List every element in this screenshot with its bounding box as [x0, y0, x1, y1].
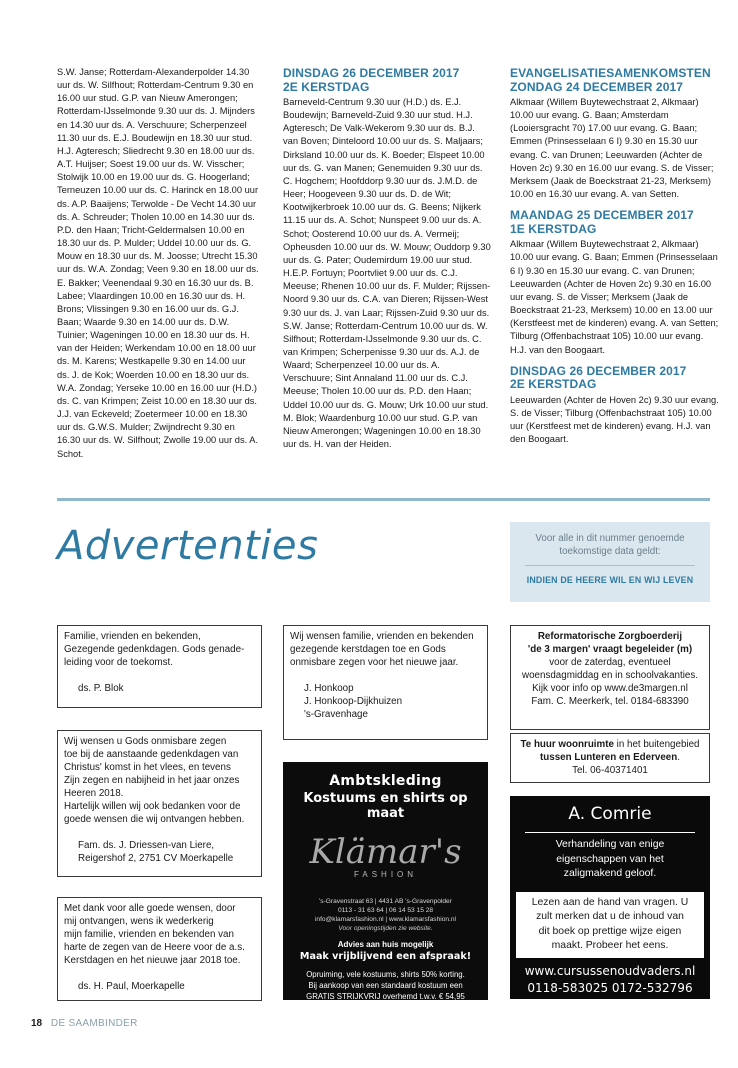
afspraak-line: Maak vrijblijvend een afspraak!: [299, 951, 472, 962]
body-line: maakt. Probeer het eens.: [551, 940, 669, 951]
page-number: 18: [31, 1018, 43, 1029]
ad-phone: Tel. 06-40371401: [572, 765, 648, 776]
section-heading: [510, 365, 720, 392]
ad-signature: Fam. ds. J. Driessen-van Liere,: [78, 840, 215, 851]
notice-box: [510, 522, 710, 602]
services-text: S.W. Janse; Rotterdam-Alexanderpolder 14.30 uur ds. W. Silfhout; Rotterdam-Centrum 9.30 en 16.00 uur stud. G.P. van Nieuw Amerongen; Rotterdam-IJsselmonde 9.30 uur ds. J. Mijnders en 14.30 uur ds. A. Verschuure; Scherpenzeel 11.30 uur ds. E.J. Boudewijn en 18.30 uur stud. H.J. Agteresch; Sliedrecht 9.30 en 18.00 uur ds. A.T. Huijser; Soest 19.00 uur ds. W. Visscher; Stolwijk 10.00 en 19.00 uur ds. G. Hoogerland; Terneuzen 10.00 uur ds. C. Harinck en 18.00 uur ds. A.P. Baaijens; Terwolde - De Vecht 14.30 uur ds. A. Schreuder; Tholen 10.00 en 14.30 uur ds. P.D. den Haan; Tricht-Geldermalsen 10.00 en 18.30 uur ds. P. Mulder; Uddel 10.00 uur ds. G. Mouw en 18.30 uur ds. M. Joosse; Utrecht 15.30 uur ds. W.A. Zondag; Veen 9.30 en 18.00 uur ds. E. Bakker; Veenendaal 9.30 en 16.30 uur ds. B. Labee; Vlaardingen 10.00 en 16.30 uur ds. H. Brons; Vlissingen 9.30 en 16.00 uur ds. G.J. Baan; Waarde 9.30 en 14.00 uur ds. D.W. Tuinier; Wageningen 10.00 en 18.30 uur ds. H. van der Heiden; Werkendam 10.00 en 18.00 uur ds. M. Karens; Westkapelle 9.30 en 14.00 uur ds. J. de Kok; Woerden 10.00 en 18.30 uur ds. W.A. Zondag; Yerseke 10.00 en 16.00 uur (H.D.) ds. C. van Krimpen; Zeist 10.00 en 18.30 uur ds. J.J. van Eckeveld; Zoetermeer 10.00 en 18.30 uur ds. G.W.S. Mulder; Zwijndrecht 9.30 en 16.30 uur ds. W. Silfhout; Zwolle 19.00 uur ds. A. Schot.: [57, 67, 259, 459]
offer-line: GRATIS STRIJKVRIJ overhemd t.w.v. € 54,95: [306, 992, 465, 1000]
advies-line: Advies aan huis mogelijk: [337, 940, 434, 949]
advertenties-heading: Advertenties: [57, 523, 319, 569]
ad-address: [283, 897, 488, 933]
ad-signature: J. Honkoop-Dijkhuizen: [304, 696, 403, 707]
section-heading: [510, 67, 720, 94]
ad-blok: [57, 625, 262, 708]
ad-line: Zijn zegen en nabijheid in het jaar onzes: [64, 775, 240, 786]
ad-title: Reformatorische Zorgboerderij: [537, 631, 683, 642]
klamars-fashion-ad: [283, 762, 488, 1000]
heading-date: DINSDAG 26 DECEMBER 2017: [283, 66, 460, 80]
offer-line: Opruiming, vele kostuums, shirts 50% korting.: [306, 970, 465, 979]
notice-text: Voor alle in dit nummer genoemde toekomstige data geldt:: [535, 533, 685, 557]
ad-divider: [525, 832, 695, 833]
klamars-logo: Klämar's: [309, 832, 462, 872]
ad-url: www.cursussenoudvaders.nl: [524, 964, 696, 979]
ad-line: Christus' komst in het vlees, en tevens: [64, 762, 231, 773]
ad-line: Gezegende gedenkdagen. Gods genade-: [64, 644, 245, 655]
address-line: 's-Gravenstraat 63 | 4431 AB 's-Gravenpolder: [319, 898, 452, 905]
section-heading: [283, 67, 491, 94]
heading-date: MAANDAG 25 DECEMBER 2017: [510, 208, 694, 223]
web-line: info@klamarsfashion.nl | www.klamarsfashion.nl: [314, 916, 457, 923]
page-footer: [31, 1018, 138, 1029]
church-services-column-1: [57, 66, 259, 461]
body-line: dit boek op prettige wijze eigen: [538, 925, 682, 937]
services-text: Alkmaar (Willem Buytewechstraat 2, Alkmaar) 10.00 uur evang. G. Baan; Emmen (Prinsesselaan 6 I) 9.30 en 15.30 uur evang. C. van Drunen; Leeuwarden (Achter de Hoven 2c) 9.30 en 16.00 uur evang. S. de Visser; Merksem (Jaak de Boeckstraat 21-23, Merksem) 10.00 en 13.00 uur (Kerstfeest met de kinderen) evang. A. van Setten; Tilburg (Offenbachstraat 105) 10.00 uur evang. H.J. van den Boogaart.: [510, 239, 719, 355]
services-text: Alkmaar (Willem Buytewechstraat 2, Alkmaar) 10.00 uur evang. G. Baan; Amsterdam (Looiersgracht 70) 17.00 uur evang. G. Baan; Emmen (Prinsesselaan 6 I) 9.30 en 15.30 uur evang. C. van Drunen; Leeuwarden (Achter de Hoven 2c) 9.30 en 16.00 uur evang. S. de Visser; Merksem (Jaak de Boeckstraat 21-23, Merksem) 10.00 en 16.30 uur evang. A. van Setten.: [510, 97, 714, 200]
phone-line: 0113 - 31 63 64 | 06 14 53 15 28: [337, 907, 434, 914]
ad-line: woensdagmiddag en in schoolvakanties.: [522, 670, 698, 681]
desc-line: zaligmakend geloof.: [563, 868, 657, 880]
ad-line: tussen Lunteren en Ederveen.: [540, 752, 680, 763]
ad-signature: ds. P. Blok: [78, 683, 124, 694]
ad-line: Wij wensen familie, vrienden en bekenden: [290, 631, 474, 642]
ad-honkoop: [283, 625, 488, 740]
ad-line: Hartelijk willen wij ook bedanken voor de: [64, 801, 241, 812]
ad-signature: ds. H. Paul, Moerkapelle: [78, 981, 185, 992]
notice-divider: [525, 565, 695, 566]
offer-line: Bij aankoop van een standaard kostuum een: [308, 981, 463, 990]
ad-body-box: [516, 892, 704, 959]
ad-signature: J. Honkoop: [304, 683, 354, 694]
ad-line: Wij wensen u Gods onmisbare zegen: [64, 736, 227, 747]
ad-woonruimte: [510, 733, 710, 783]
ad-line: mijn familie, vrienden en bekenden van: [64, 929, 234, 940]
heading-date: DINSDAG 26 DECEMBER 2017: [510, 363, 687, 378]
book-description: [510, 838, 710, 882]
ad-line: gezegende kerstdagen toe en Gods: [290, 644, 446, 655]
services-text: Leeuwarden (Achter de Hoven 2c) 9.30 uur evang. S. de Visser; Tilburg (Offenbachstraat 105) 10.00 uur (Kerstfeest met de kinderen) evang. H.J. van den Boogaart.: [510, 394, 719, 445]
ad-line: toe bij de aanstaande gedenkdagen van: [64, 749, 239, 760]
comrie-ad: [510, 796, 710, 999]
ad-address: Reigershof 2, 2751 CV Moerkapelle: [78, 853, 234, 864]
logo-subtitle: FASHION: [353, 870, 418, 879]
services-text: Barneveld-Centrum 9.30 uur (H.D.) ds. E.J. Boudewijn; Barneveld-Zuid 9.30 uur stud. H.J. Agteresch; De Valk-Wekerom 9.30 uur ds. B.J. van Boven; Dinteloord 10.00 uur ds. S. Maljaars; Dirksland 10.00 uur ds. K. Boeder; Elspeet 10.00 uur ds. G. van Manen; Genemuiden 9.30 uur ds. C. Hogchem; Hoofddorp 9.30 uur ds. J.M.D. de Heer; Hoogeveen 9.30 uur ds. D. de Wit; Kootwijkerbroek 10.00 uur ds. G. Beens; Nijkerk 11.15 uur ds. A. Schot; Nunspeet 9.00 uur ds. A. Schot; Oosterend 10.00 uur ds. A. Vermeij; Opheusden 10.00 uur ds. W. Mouw; Ouddorp 9.30 uur ds. G. Pater; Oudemirdum 19.00 uur stud. H.E.P. Fortuyn; Poortvliet 9.00 uur ds. C.J. Meeuse; Rhenen 10.00 uur ds. F. Mulder; Rijssen-Noord 9.30 uur ds. C.A. van Dieren; Rijssen-West 9.30 uur ds. J. van Laar; Rijssen-Zuid 9.30 uur ds. S.W. Janse; Rotterdam-Centrum 10.00 uur ds. W. Silfhout; Rotterdam-IJsselmonde 9.30 uur ds. C. van Krimpen; Scherpenisse 9.30 uur ds. A.J. de Waard; Scherpenzeel 10.00 uur ds. A. Verschuure; Sint Annaland 11.00 uur ds. C.J. Meeuse; Tholen 10.00 uur ds. P.D. den Haan; Uddel 10.00 uur ds. G. Mouw; Urk 10.00 uur stud. M. Blok; Waardenburg 10.00 uur stud. G.P. van Nieuw Amerongen; Wageningen 10.00 en 18.30 uur ds. H. van der Heiden.: [283, 97, 491, 450]
ad-line: mij ontvangen, wens ik wederkerig: [64, 916, 214, 927]
notice-bold: INDIEN DE HEERE WIL EN WIJ LEVEN: [526, 575, 694, 585]
ad-line: Familie, vrienden en bekenden,: [64, 631, 201, 642]
heading-title: EVANGELISATIESAMENKOMSTEN: [510, 66, 711, 80]
ad-signature: 's-Gravenhage: [304, 709, 368, 720]
magazine-name: DE SAAMBINDER: [50, 1018, 138, 1029]
offer-text: [283, 969, 488, 1000]
desc-line: eigenschappen van het: [556, 853, 664, 865]
ad-line: goede wensen die wij ontvangen hebben.: [64, 814, 245, 825]
ad-subtitle: 'de 3 margen' vraagt begeleider (m): [527, 644, 693, 655]
section-divider: [57, 498, 710, 501]
ad-line: Fam. C. Meerkerk, tel. 0184-683390: [531, 696, 689, 707]
ad-line: Kerstdagen en het nieuwe jaar 2018 toe.: [64, 955, 241, 966]
church-services-column-2: [283, 67, 491, 451]
ad-line: Kijk voor info op www.de3margen.nl: [532, 683, 688, 694]
heading-date: ZONDAG 24 DECEMBER 2017: [510, 79, 684, 94]
ad-zorgboerderij: [510, 625, 710, 730]
ad-line: leiding voor de toekomst.: [64, 657, 173, 668]
section-heading: [510, 209, 720, 236]
ad-line: onmisbare zegen voor het nieuwe jaar.: [290, 657, 459, 668]
ad-phones: 0118-583025 0172-532796: [527, 981, 693, 996]
ad-line: harte de zegen van de Heere voor de a.s.: [64, 942, 245, 953]
ad-line: Heeren 2018.: [64, 788, 124, 799]
ad-subtitle: Kostuums en shirts op maat: [303, 791, 468, 821]
heading-day: 2E KERSTDAG: [283, 79, 370, 94]
ad-title: A. Comrie: [568, 804, 652, 824]
ad-line: Te huur woonruimte in het buitengebied: [520, 739, 700, 750]
ad-line: voor de zaterdag, eventueel: [549, 657, 671, 668]
body-line: zult merken dat u de inhoud van: [536, 911, 684, 923]
openingstijden-line: Voor openingstijden zie website.: [338, 925, 433, 932]
desc-line: Verhandeling van enige: [555, 839, 665, 850]
heading-day: 2E KERSTDAG: [510, 377, 597, 392]
evangelisation-column: [510, 67, 720, 446]
ad-line: Met dank voor alle goede wensen, door: [64, 903, 236, 914]
ad-title: Ambtskleding: [329, 773, 442, 789]
ad-driessen: [57, 730, 262, 877]
body-line: Lezen aan de hand van vragen. U: [531, 896, 689, 908]
ad-paul: [57, 897, 262, 1001]
heading-day: 1E KERSTDAG: [510, 221, 597, 236]
